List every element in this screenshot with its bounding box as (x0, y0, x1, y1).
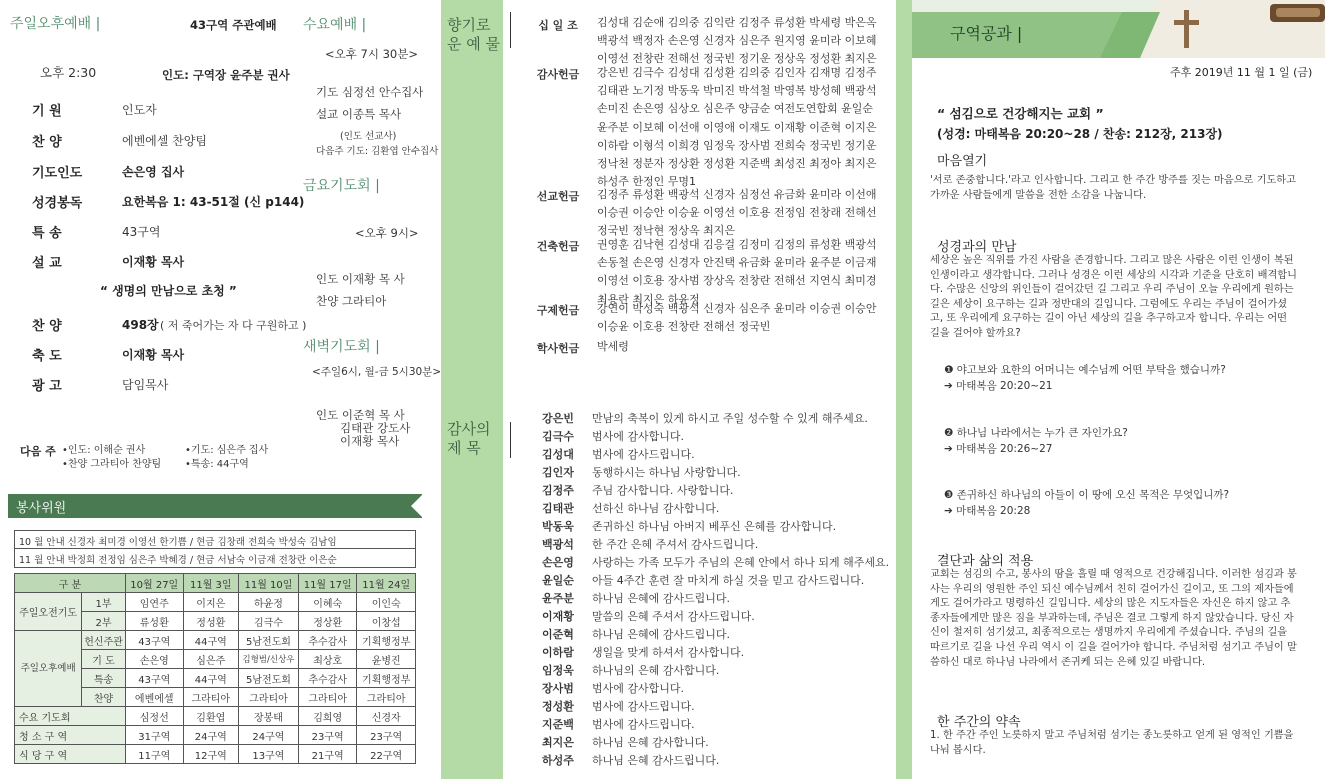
question-ref: ➔ 마태복음 20:28 (944, 505, 1031, 517)
row-label: 기 원 (32, 104, 62, 119)
table-row (15, 631, 416, 650)
row-label: 설 교 (32, 256, 62, 271)
thanks-message: 범사에 감사드립니다. (592, 448, 695, 461)
table-header: 11월 24일 (357, 574, 416, 593)
table-cell: 23구역 (357, 726, 416, 745)
table-row (15, 745, 416, 764)
thanks-message: 선하신 하나님 감사합니다. (592, 502, 720, 515)
thanks-message: 존귀하신 하나님 아버지 베푸신 은혜를 감사합니다. (592, 520, 837, 533)
table-cell: 임연주 (125, 593, 183, 612)
table-cell: 1부 (82, 593, 126, 612)
thanks-message: 범사에 감사드립니다. (592, 718, 695, 731)
meeting-title: 성경과의 만남 (937, 240, 1017, 255)
row-label: 특 송 (32, 226, 62, 241)
thanks-name: 김극수 (542, 430, 574, 443)
table-cell: 기획행정부 (357, 669, 416, 688)
row-value: 손은영 집사 (122, 165, 185, 179)
right-side-strip (896, 0, 912, 779)
next-week-item: •찬양 그라티아 찬양팀 (62, 459, 162, 470)
prayer-lead: 인도: 구역장 윤주분 권사 (162, 68, 290, 82)
table-header: 11월 10일 (238, 574, 298, 593)
row-value: 요한복음 1: 43-51절 (신 p144) (122, 195, 305, 209)
wednesday-note: (인도 선교사) (340, 131, 397, 142)
thanks-message: 하나님 은혜 감사합니다. (592, 736, 709, 749)
committee-table (14, 573, 416, 764)
table-header: 10월 27일 (125, 574, 183, 593)
thanks-message: 하나님 은혜에 감사드립니다. (592, 628, 731, 641)
thanks-name: 손은영 (542, 556, 574, 569)
dawn-time: <주일6시, 월-금 5시30분> (312, 366, 442, 378)
thanks-name: 김성대 (542, 448, 574, 461)
table-cell: 이혜숙 (298, 593, 356, 612)
row-value: 43구역 (122, 225, 161, 239)
thanks-message: 범사에 감사드립니다. (592, 700, 695, 713)
table-cell: 43구역 (125, 631, 183, 650)
table-row (15, 726, 416, 745)
opening-title: 마음열기 (937, 154, 988, 169)
opening-text: '서로 존중합니다.'라고 인사합니다. 그리고 한 주간 방주를 짓는 마음으로 기도하고 가까운 사람들에게 말씀을 전한 소감을 나눕니다. (930, 175, 1296, 201)
table-row (15, 593, 416, 612)
offering-category: 학사헌금 (536, 342, 580, 355)
offering-names: 박세령 (597, 340, 629, 353)
afternoon-service-title: 주일오후예배 | (10, 16, 101, 32)
row-value: 498장 (122, 318, 159, 332)
table-header: 구 분 (15, 574, 126, 593)
offering-category: 감사헌금 (536, 68, 580, 81)
thanks-message: 범사에 감사합니다. (592, 430, 685, 443)
table-cell: 43구역 (125, 669, 183, 688)
table-cell: 찬양 (82, 688, 126, 707)
table-cell: 정상환 (298, 612, 356, 631)
promise-text: 1. 한 주간 주인 노릇하지 말고 주님처럼 섬기는 종노릇하고 얻게 된 영적인 기쁨을 나눠 봅시다. (930, 730, 1294, 756)
table-cell: 22구역 (357, 745, 416, 764)
table-cell: 12구역 (183, 745, 238, 764)
offering-side-strip (441, 0, 503, 779)
table-cell: 신경자 (357, 707, 416, 726)
thanks-name: 이준혁 (542, 628, 574, 641)
offering-names: 김정주 류성환 백광석 신경자 심정선 유금화 윤미라 이선애 이승권 이승안 이승윤 이영선 이호용 전정임 전창래 전해선 정국빈 정낙현 정상옥 최지은 (597, 188, 877, 238)
table-cell: 김환엽 (183, 707, 238, 726)
friday-praise: 찬양 그라티아 (316, 294, 387, 308)
thanks-message: 만남의 축복이 있게 하시고 주일 성수할 수 있게 해주세요. (592, 412, 868, 425)
wednesday-title: 수요예배 | (303, 17, 367, 33)
table-cell: 하윤정 (238, 593, 298, 612)
table-cell: 최상호 (298, 650, 356, 669)
table-cell: 23구역 (298, 726, 356, 745)
question-ref: ➔ 마태복음 20:20~21 (944, 380, 1053, 392)
lesson-title: “ 섬김으로 건강해지는 교회 ” (937, 106, 1104, 121)
row-label: 성경봉독 (32, 196, 83, 211)
table-cell: 2부 (82, 612, 126, 631)
offering-label: 향기로운 예 물 (447, 16, 501, 53)
offering-category: 구제헌금 (536, 304, 580, 317)
wednesday-time: <오후 7시 30분> (325, 47, 418, 61)
thanks-name: 정성환 (542, 700, 574, 713)
wednesday-sermon: 설교 이종특 목사 (316, 107, 402, 121)
thanks-name: 지준백 (542, 718, 574, 731)
table-cell: 청 소 구 역 (15, 726, 126, 745)
row-value: 담임목사 (122, 378, 169, 392)
table-cell: 주일오전기도 (15, 593, 82, 631)
thanks-name: 임정욱 (542, 664, 574, 677)
table-cell: 김형범/신상우 (238, 650, 298, 669)
table-cell: 44구역 (183, 669, 238, 688)
offering-category: 선교헌금 (536, 190, 580, 203)
table-cell: 추수감사 (298, 669, 356, 688)
dawn-lead: 이재황 목사 (340, 434, 400, 448)
thanks-name: 박동욱 (542, 520, 574, 533)
table-cell: 이인숙 (357, 593, 416, 612)
row-label: 찬 양 (32, 135, 62, 150)
offering-names: 김성대 김순애 김의중 김익란 김정주 류성환 박세령 박은옥 백광석 백정자 손은영 신경자 심은주 원지영 윤미라 이보혜 이영선 전창란 전해선 정국빈 정기운 정상옥 정성환 최지은 (597, 16, 877, 66)
row-label: 기도인도 (32, 166, 83, 181)
table-header: 11월 17일 (298, 574, 356, 593)
offering-names: 권영훈 김낙현 김성대 김응걸 김정미 김정의 류성환 백광석 손동철 손은영 신경자 안진택 유금화 윤미라 윤주분 이금재 이영선 이호용 장사범 장상옥 전창란 전해선 지연식 최미경 최용란 최지은 하윤정 (597, 238, 877, 306)
row-value: 이재황 목사 (122, 255, 185, 269)
guide-oct: 10 월 안내 신경자 최미경 이영선 한기쁨 / 현금 김창래 전희숙 박성숙 김남임 (15, 531, 415, 549)
wednesday-prayer: 기도 심정선 안수집사 (316, 85, 424, 99)
question: ❸ 존귀하신 하나님의 아들이 이 땅에 오신 목적은 무엇입니까? (944, 489, 1230, 501)
thanks-message: 하나님의 은혜 감사합니다. (592, 664, 720, 677)
hymn-title: ( 저 죽어가는 자 다 구원하고 ) (160, 319, 307, 332)
table-cell: 장봉태 (238, 707, 298, 726)
table-cell: 5남전도회 (238, 631, 298, 650)
thanks-name: 이재황 (542, 610, 574, 623)
thanks-name: 이하람 (542, 646, 574, 659)
table-cell: 에벤에셀 (125, 688, 183, 707)
table-cell: 그라티아 (183, 688, 238, 707)
table-cell: 심정선 (125, 707, 183, 726)
table-cell: 이창섭 (357, 612, 416, 631)
table-cell: 5남전도회 (238, 669, 298, 688)
table-header-row (15, 574, 416, 593)
wednesday-next: 다음주 기도: 김환엽 안수집사 (316, 146, 439, 157)
next-week-label: 다음 주 (20, 445, 56, 458)
divider (510, 12, 511, 48)
table-cell: 21구역 (298, 745, 356, 764)
question: ❷ 하나님 나라에서는 누가 큰 자인가요? (944, 427, 1128, 439)
header-decoration (1100, 0, 1325, 58)
table-cell: 그라티아 (238, 688, 298, 707)
table-cell: 추수감사 (298, 631, 356, 650)
row-label: 광 고 (32, 379, 62, 394)
thanks-message: 한 주간 은혜 주셔서 감사드립니다. (592, 538, 759, 551)
friday-time: <오후 9시> (355, 226, 419, 240)
thanks-name: 김인자 (542, 466, 574, 479)
table-cell: 기 도 (82, 650, 126, 669)
offering-category: 십 일 조 (538, 19, 578, 32)
table-cell: 주일오후예배 (15, 631, 82, 707)
table-cell: 김극수 (238, 612, 298, 631)
thanks-name: 백광석 (542, 538, 574, 551)
thanks-name: 장사범 (542, 682, 574, 695)
row-label: 축 도 (32, 349, 62, 364)
apply-text: 교회는 섬김의 수고, 봉사의 땀을 흘릴 때 영적으로 건강해집니다. 이러한 섬김과 봉사는 우리의 영원한 주인 되신 예수님께서 친히 걸어가신 길이고, 또 그의 제자들에게도 걸어가라고 명령하신 길입니다. 세상의 많은 지도자들은 자신은 하지 않고 추종자들에게만 많은 짐을 부과하는데, 주님은 결코 그렇게 하지 않았습니다. 당신 자신이 철저히 섬기셨고, 최종적으로는 생명까지 우리에게 주셨습니다. 주님의 길을 따르기로 길을 나선 우리 역시 이 길을 걸어가야 합니다. 주님처럼 섬기고 주님이 말씀하신 대로 하나님 나라에서 존귀케 되는 은혜 있길 바랍니다. (930, 569, 1297, 668)
thanks-name: 최지은 (542, 736, 574, 749)
thanks-message: 범사에 감사합니다. (592, 682, 685, 695)
guide-nov: 11 월 안내 박정희 전정임 심은주 박혜경 / 현금 서남숙 이금재 전창란 이은순 (19, 555, 337, 566)
thanks-label: 감사의 제 목 (447, 420, 491, 457)
sermon-title: “ 생명의 만남으로 초청 ” (100, 284, 237, 298)
offering-names: 강연이 박성숙 백광석 신경자 심은주 윤미라 이승권 이승안 이승윤 이호용 전창란 전해선 정국빈 (597, 302, 877, 334)
dawn-title: 새벽기도회 | (303, 339, 380, 355)
promise-title: 한 주간의 약속 (937, 715, 1021, 730)
thanks-name: 하성주 (542, 754, 574, 767)
offering-names: 강은빈 김극수 김성대 김성환 김의중 김인자 김재명 김정주 김태관 노기정 박동욱 박미진 박석철 박영복 방성혜 백광석 손미진 손은영 심상오 심은주 양금순 여전도연합회 윤일순 윤주분 이보혜 이선애 이영애 이재도 이재황 이준혁 이지은 이하람 이형석 이희경 임정욱 장사범 전희숙 정국빈 정기운 정낙천 정분자 정상환 정성환 지준백 최성진 최정아 최지은 하성주 한정인 무명1 (597, 66, 877, 189)
question-ref: ➔ 마태복음 20:26~27 (944, 443, 1053, 455)
thanks-message: 생일을 맞게 하셔서 감사합니다. (592, 646, 745, 659)
friday-lead: 인도 이재황 목 사 (316, 272, 405, 286)
committee-banner: 봉사위원 (8, 494, 422, 518)
divider (510, 422, 511, 458)
table-cell: 11구역 (125, 745, 183, 764)
next-week-item: •기도: 심은주 집사 (185, 445, 269, 456)
next-week-item: •특송: 44구역 (185, 459, 249, 470)
table-cell: 그라티아 (298, 688, 356, 707)
lesson-date: 주후 2019년 11 월 1 일 (금) (1170, 66, 1313, 79)
thanks-message: 사랑하는 가족 모두가 주님의 은혜 안에서 하나 되게 해주세요. (592, 556, 890, 569)
thanks-message: 주님 감사합니다. 사랑합니다. (592, 484, 734, 497)
table-cell: 정성환 (183, 612, 238, 631)
row-value: 인도자 (122, 103, 157, 117)
apply-title: 결단과 삶의 적용 (937, 554, 1034, 569)
offering-category: 건축헌금 (536, 240, 580, 253)
table-row (15, 707, 416, 726)
meeting-text: 세상은 높은 직위를 가진 사람을 존경합니다. 그리고 많은 사람은 이런 인생이 복된 인생이라고 생각합니다. 그러나 성경은 이런 세상의 시각과 기준을 단호히 배격합니다. 수많은 신앙의 위인들이 걸어갔던 길 그리고 우리 주님이 오늘 우리에게 원하는 길은 세상이 요구하는 길과 정반대의 길입니다. 그럼에도 우리는 주님이 걸어가셨고, 또 우리에게 요구하는 길이 아닌 세상의 길을 추구하고자 합니다. 우리는 어떤 길을 걸어야 할까요? (930, 255, 1297, 339)
table-cell: 이지은 (183, 593, 238, 612)
thanks-message: 동행하시는 하나님 사랑합니다. (592, 466, 741, 479)
table-cell: 식 당 구 역 (15, 745, 126, 764)
table-cell: 특송 (82, 669, 126, 688)
thanks-name: 윤주분 (542, 592, 574, 605)
table-cell: 기획행정부 (357, 631, 416, 650)
table-cell: 24구역 (238, 726, 298, 745)
table-cell: 손은영 (125, 650, 183, 669)
table-cell: 김희영 (298, 707, 356, 726)
table-cell: 윤병진 (357, 650, 416, 669)
friday-title: 금요기도회 | (303, 178, 380, 194)
table-cell: 13구역 (238, 745, 298, 764)
dawn-lead: 인도 이준혁 목 사 (316, 408, 405, 422)
district-service: 43구역 주관예배 (190, 18, 277, 32)
table-cell: 31구역 (125, 726, 183, 745)
next-week-item: •인도: 이해순 권사 (62, 445, 146, 456)
table-cell: 24구역 (183, 726, 238, 745)
afternoon-time: 오후 2:30 (40, 65, 97, 80)
row-value: 에벤에셀 찬양팀 (122, 134, 207, 148)
dawn-lead: 김태관 강도사 (340, 421, 411, 435)
thanks-name: 윤일순 (542, 574, 574, 587)
table-cell: 44구역 (183, 631, 238, 650)
table-cell: 수요 기도회 (15, 707, 126, 726)
thanks-name: 김태관 (542, 502, 574, 515)
lesson-scripture: (성경: 마태복음 20:20~28 / 찬송: 212장, 213장) (937, 127, 1223, 141)
guide-box (14, 530, 416, 568)
question: ❶ 야고보와 요한의 어머니는 예수님께 어떤 부탁을 했습니까? (944, 364, 1226, 376)
table-cell: 류성환 (125, 612, 183, 631)
thanks-message: 하나님 은혜 감사드립니다. (592, 754, 720, 767)
table-cell: 헌신주관 (82, 631, 126, 650)
thanks-name: 강은빈 (542, 412, 574, 425)
table-cell: 심은주 (183, 650, 238, 669)
header-title: 구역공과 | (950, 24, 1023, 43)
table-header: 11월 3일 (183, 574, 238, 593)
table-cell: 그라티아 (357, 688, 416, 707)
row-label: 찬 양 (32, 319, 62, 334)
row-value: 이재황 목사 (122, 348, 185, 362)
thanks-name: 김정주 (542, 484, 574, 497)
thanks-message: 하나님 은혜에 감사드립니다. (592, 592, 731, 605)
thanks-message: 말씀의 은혜 주셔서 감사드립니다. (592, 610, 755, 623)
thanks-message: 아들 4주간 훈련 잘 마치게 하실 것을 믿고 감사드립니다. (592, 574, 865, 587)
